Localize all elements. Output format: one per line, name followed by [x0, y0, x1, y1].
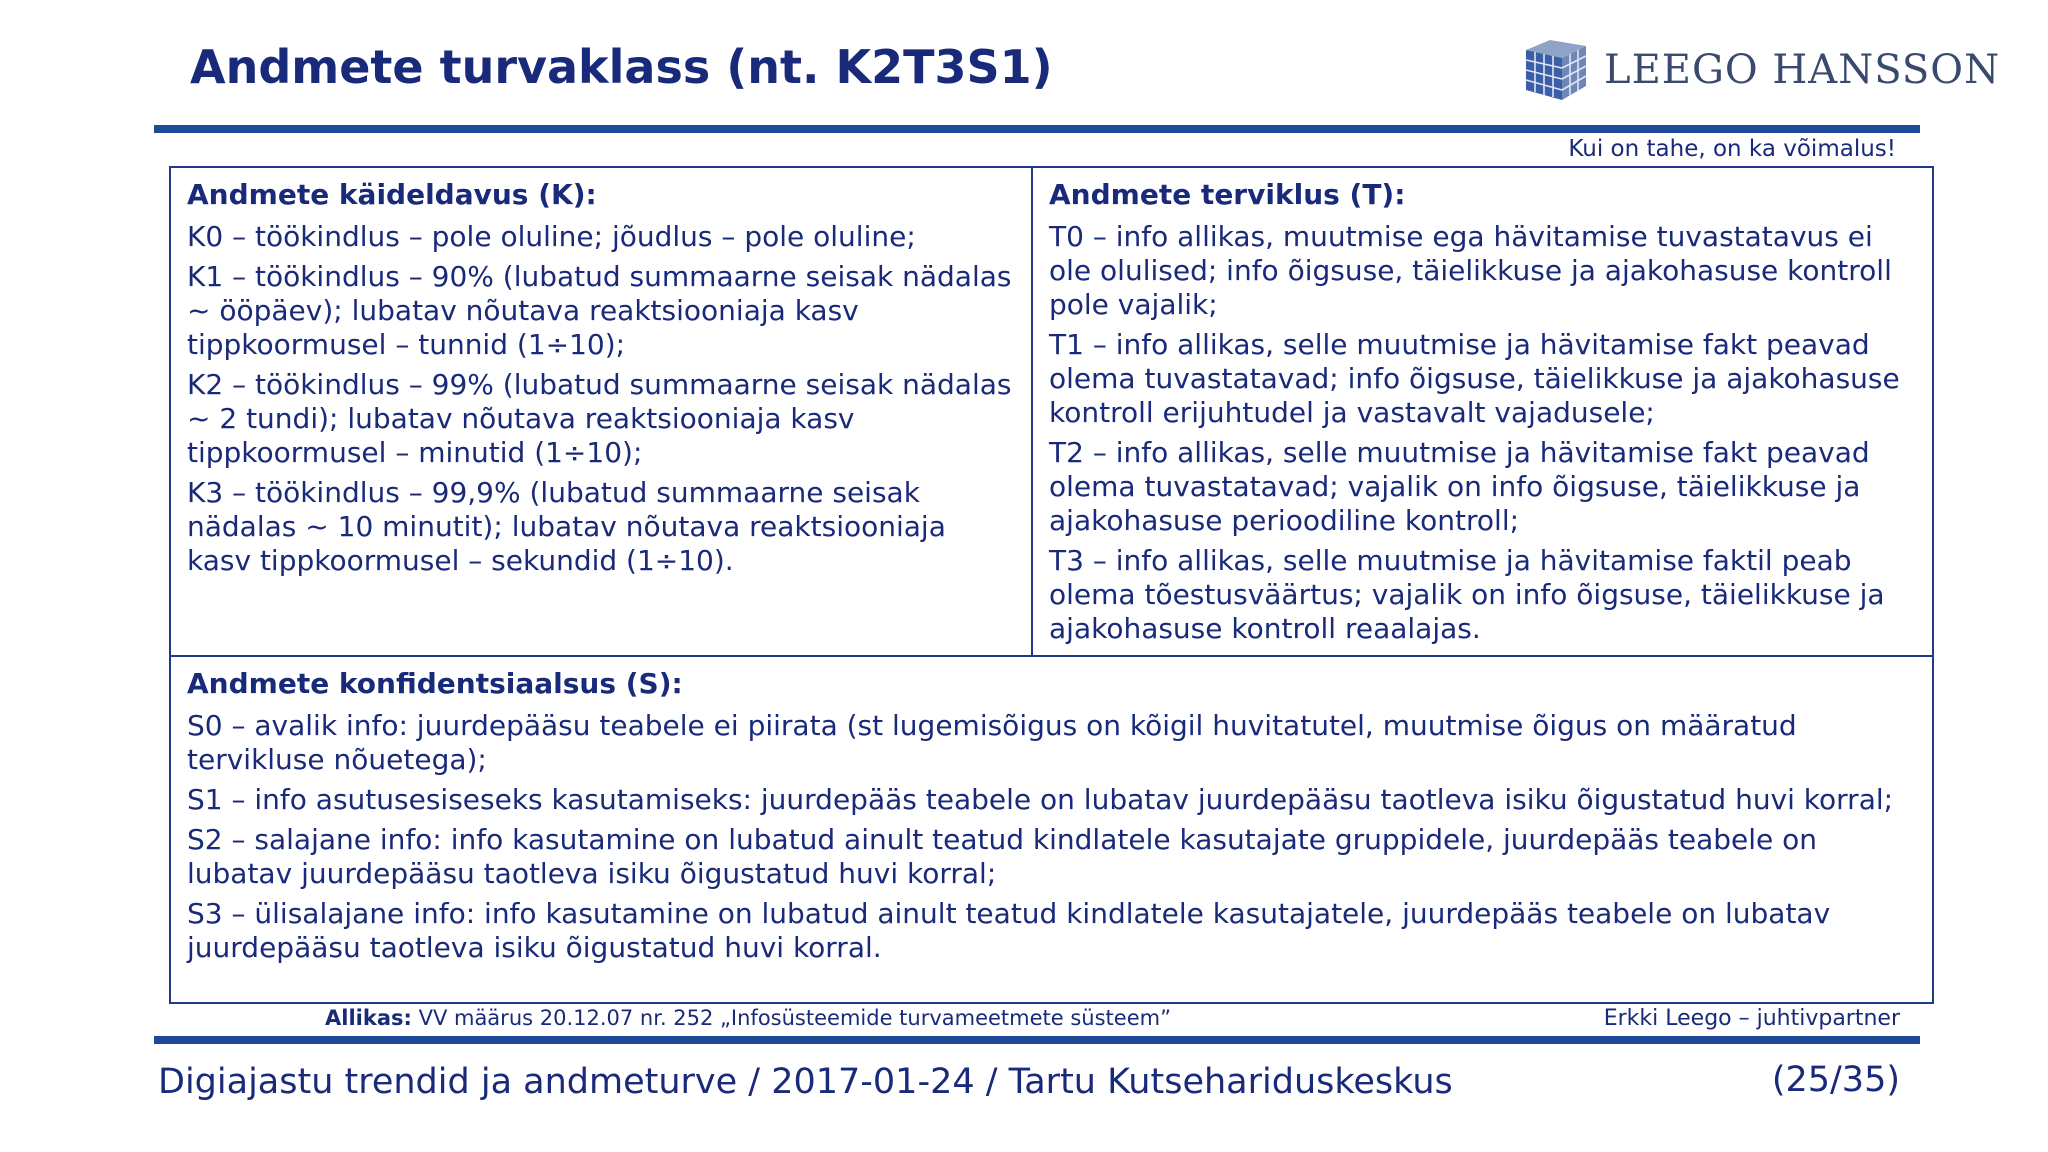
- availability-item: K3 – töökindlus – 99,9% (lubatud summaarne seisak nädalas ~ 10 minutit); lubatav nõutava reaktsiooniaja kasv tippkoormusel – sekundid (1÷10).: [187, 476, 946, 577]
- integrity-item: T1 – info allikas, selle muutmise ja hävitamise fakt peavad olema tuvastatavad; info õigsuse, täielikkuse ja ajakohasuse kontroll erijuhtudel ja vastavalt vajadusele;: [1049, 328, 1900, 429]
- logo-text: LEEGO HANSSON: [1604, 47, 2001, 93]
- confidentiality-heading: Andmete konfidentsiaalsus (S):: [187, 667, 683, 700]
- integrity-item: T3 – info allikas, selle muutmise ja hävitamise faktil peab olema tõestusväärtus; vajalik on info õigsuse, täielikkuse ja ajakohasuse kontroll reaalajas.: [1049, 544, 1885, 645]
- author-credit: Erkki Leego – juhtivpartner: [1603, 1006, 1900, 1031]
- confidentiality-item: S2 – salajane info: info kasutamine on lubatud ainult teatud kindlatele kasutajate gruppidele, juurdepääs teabele on lubatav juurdepääsu taotleva isiku õigustatud huvi korral;: [187, 823, 1818, 890]
- source-text: VV määrus 20.12.07 nr. 252 „Infosüsteemide turvameetmete süsteem”: [418, 1006, 1171, 1030]
- footer-text: Digiajastu trendid ja andmeturve / 2017-01-24 / Tartu Kutsehariduskeskus: [158, 1062, 1453, 1102]
- source-note: [325, 1006, 1171, 1030]
- page-number: (25/35): [1771, 1060, 1900, 1100]
- availability-heading: Andmete käideldavus (K):: [187, 178, 597, 211]
- integrity-item: T2 – info allikas, selle muutmise ja hävitamise fakt peavad olema tuvastatavad; vajalik on info õigsuse, täielikkuse ja ajakohasuse perioodiline kontroll;: [1049, 436, 1870, 537]
- integrity-cell: [1033, 168, 1932, 655]
- integrity-heading: Andmete terviklus (T):: [1049, 178, 1406, 211]
- tagline: Kui on tahe, on ka võimalus!: [1568, 136, 1896, 162]
- confidentiality-item: S3 – ülisalajane info: info kasutamine on lubatud ainult teatud kindlatele kasutajatele, juurdepääs teabele on lubatav juurdepääsu taotleva isiku õigustatud huvi korral.: [187, 897, 1831, 964]
- top-divider: [154, 125, 1920, 133]
- availability-item: K1 – töökindlus – 90% (lubatud summaarne seisak nädalas ~ ööpäev); lubatav nõutava reaktsiooniaja kasv tippkoormusel – tunnid (1÷10);: [187, 260, 1012, 361]
- availability-cell: [171, 168, 1033, 655]
- company-logo: [1520, 36, 2000, 104]
- confidentiality-item: S1 – info asutusesiseseks kasutamiseks: juurdepääs teabele on lubatav juurdepääsu taotleva isiku õigustatud huvi korral;: [187, 783, 1894, 816]
- security-class-table: [169, 166, 1934, 1004]
- availability-item: K0 – töökindlus – pole oluline; jõudlus – pole oluline;: [187, 220, 916, 253]
- cube-logo-icon: [1520, 36, 1592, 104]
- slide-title: Andmete turvaklass (nt. K2T3S1): [190, 40, 1053, 94]
- availability-item: K2 – töökindlus – 99% (lubatud summaarne seisak nädalas ~ 2 tundi); lubatav nõutava reaktsiooniaja kasv tippkoormusel – minutid (1÷10);: [187, 368, 1012, 469]
- confidentiality-item: S0 – avalik info: juurdepääsu teabele ei piirata (st lugemisõigus on kõigil huvitatutel, muutmise õigus on määratud tervikluse nõuetega);: [187, 709, 1797, 776]
- integrity-item: T0 – info allikas, muutmise ega hävitamise tuvastatavus ei ole olulised; info õigsuse, täielikkuse ja ajakohasuse kontroll pole vajalik;: [1049, 220, 1892, 321]
- confidentiality-cell: [171, 655, 1932, 1002]
- bottom-divider: [154, 1036, 1920, 1044]
- source-label: Allikas:: [325, 1006, 412, 1030]
